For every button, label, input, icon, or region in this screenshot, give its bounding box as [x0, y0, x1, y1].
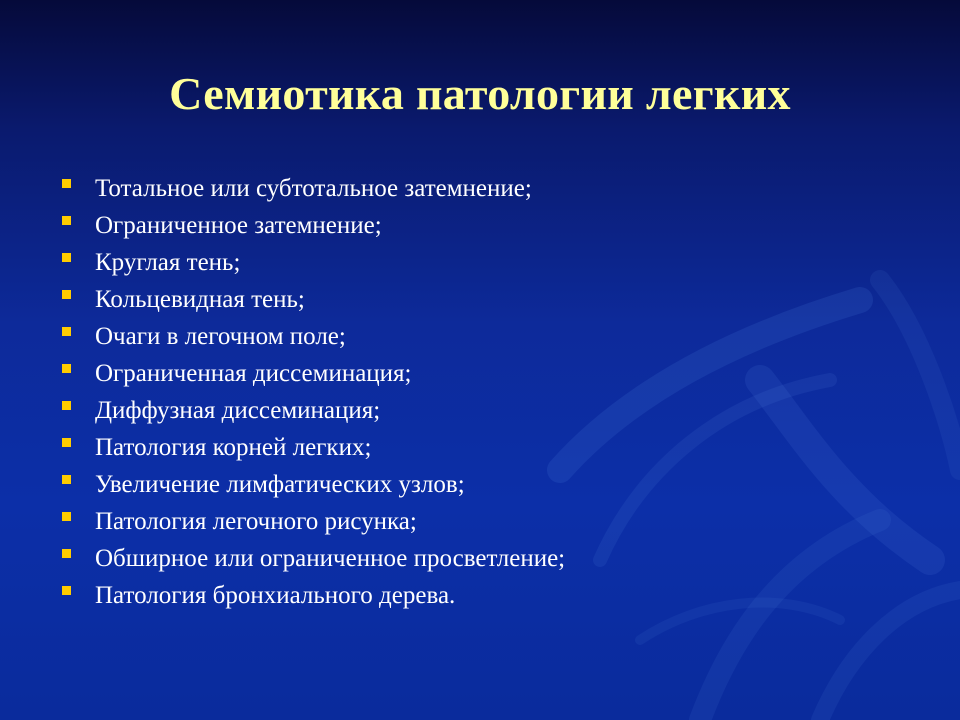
list-item — [60, 540, 565, 577]
list-item — [60, 392, 565, 429]
square-bullet-icon — [62, 475, 71, 484]
list-item — [60, 281, 565, 318]
square-bullet-icon — [62, 438, 71, 447]
list-item-text: Патология легочного рисунка; — [95, 508, 417, 535]
square-bullet-icon — [62, 290, 71, 299]
square-bullet-icon — [62, 253, 71, 262]
list-item-text: Патология корней легких; — [95, 434, 372, 461]
list-item — [60, 503, 565, 540]
list-item — [60, 577, 565, 614]
square-bullet-icon — [62, 179, 71, 188]
list-item — [60, 318, 565, 355]
list-item — [60, 466, 565, 503]
list-item-text: Увеличение лимфатических узлов; — [95, 471, 465, 498]
list-item-text: Тотальное или субтотальное затемнение; — [95, 175, 532, 202]
square-bullet-icon — [62, 364, 71, 373]
square-bullet-icon — [62, 549, 71, 558]
list-item-text: Обширное или ограниченное просветление; — [95, 545, 566, 572]
bullet-list — [60, 170, 565, 614]
list-item — [60, 244, 565, 281]
list-item — [60, 355, 565, 392]
list-item-text: Ограниченная диссеминация; — [95, 360, 412, 387]
list-item-text: Ограниченное затемнение; — [95, 212, 382, 239]
list-item-text: Круглая тень; — [95, 249, 241, 276]
slide-title: Семиотика патологии легких — [169, 68, 791, 119]
square-bullet-icon — [62, 512, 71, 521]
list-item-text: Кольцевидная тень; — [95, 286, 305, 313]
list-item — [60, 429, 565, 466]
list-item — [60, 207, 565, 244]
list-item — [60, 170, 565, 207]
list-item-text: Диффузная диссеминация; — [95, 397, 381, 424]
square-bullet-icon — [62, 216, 71, 225]
list-item-text: Очаги в легочном поле; — [95, 323, 346, 350]
square-bullet-icon — [62, 327, 71, 336]
square-bullet-icon — [62, 586, 71, 595]
square-bullet-icon — [62, 401, 71, 410]
list-item-text: Патология бронхиального дерева. — [95, 582, 456, 609]
